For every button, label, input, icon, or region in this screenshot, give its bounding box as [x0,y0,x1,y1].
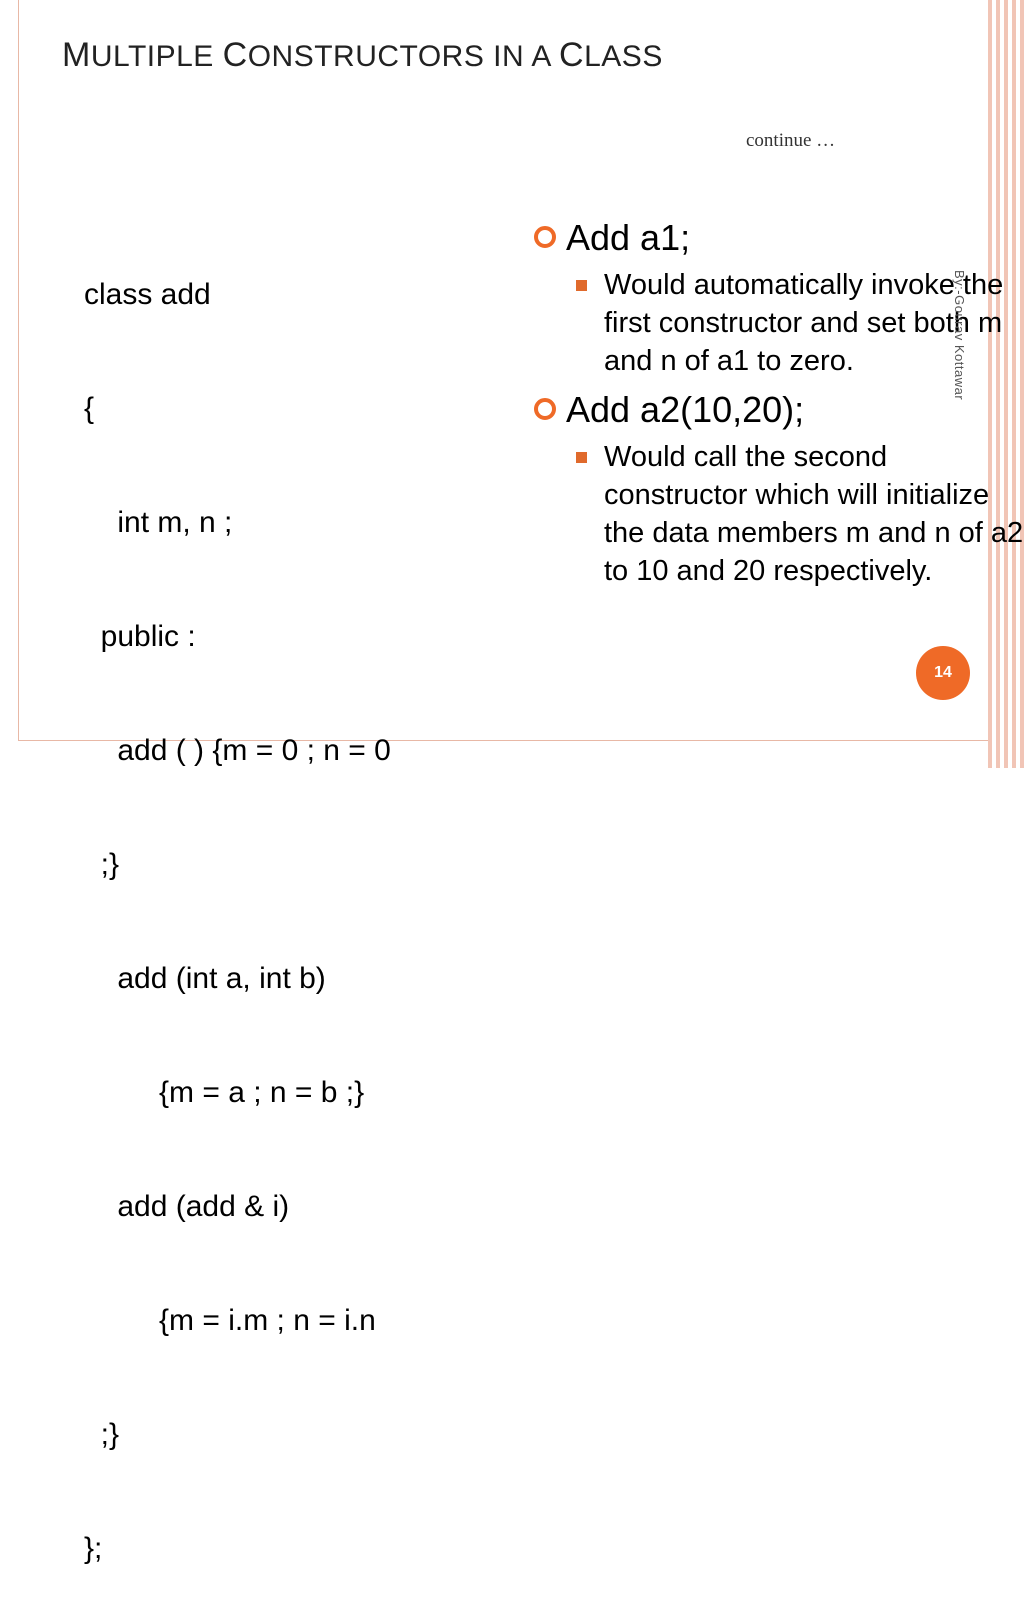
code-line: ;} [84,848,120,881]
code-line: class add [84,278,211,311]
square-bullet-icon [576,280,587,291]
title-initial-m: M [62,36,91,74]
title-part-3: LASS [584,40,663,73]
bullet-item [532,388,1022,432]
slide-title [62,36,663,75]
sub-bullet-text: Would call the second constructor which will initialize the data members m and n of a2 to 10 and 20 respectively. [604,441,1024,587]
title-part-1: ULTIPLE [90,40,223,73]
sub-bullet-item [532,266,1024,380]
author-label: By:-Gourav Kottawar [952,270,967,401]
square-bullet-icon [576,452,587,463]
continue-label: continue … [746,130,836,151]
code-line: public : [84,620,196,653]
code-line: add (int a, int b) [84,962,326,995]
code-line: { [84,392,95,425]
bullet-item [532,216,1022,260]
bullet-text: Add a1; [566,217,691,258]
code-line: {m = a ; n = b ;} [84,1076,365,1109]
code-line: int m, n ; [84,506,233,539]
title-part-2: ONSTRUCTORS IN A [247,40,560,73]
bullet-list [532,216,1022,598]
title-initial-c: C [222,36,248,74]
bullet-text: Add a2(10,20); [566,389,805,430]
code-block [84,200,391,1606]
page-number-badge: 14 [916,646,970,700]
sub-bullet-item [532,438,1024,590]
code-line: add (add & i) [84,1190,290,1223]
circle-bullet-icon [532,224,558,250]
code-line: {m = i.m ; n = i.n [84,1304,376,1337]
title-initial-c2: C [559,36,585,74]
code-line: add ( ) {m = 0 ; n = 0 [84,734,391,767]
sub-bullet-text: Would automatically invoke the first constructor and set both m and n of a1 to zero. [604,269,1004,377]
code-line: }; [84,1532,103,1565]
code-line: ;} [84,1418,120,1451]
circle-bullet-icon [532,396,558,422]
